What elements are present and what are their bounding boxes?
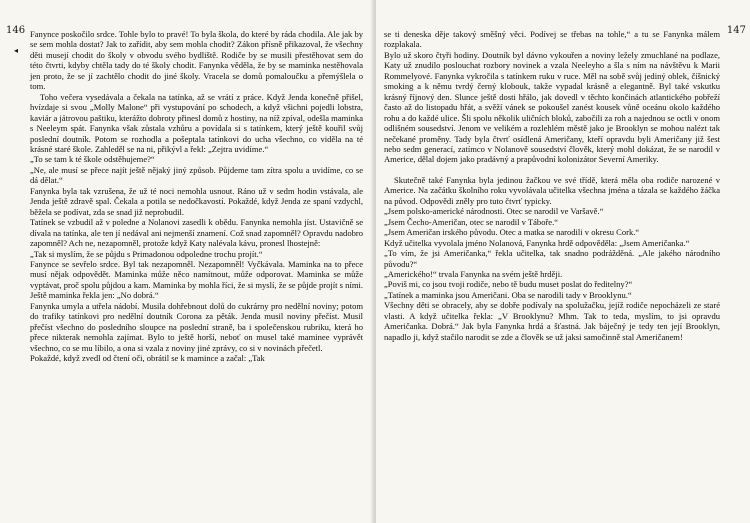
paragraph: Všechny děti se obracely, aby se dobře podívaly na spolužačku, jejíž rodiče nepocházeli ze staré vlasti. A když učitelka řekla: „V Brooklynu? Mhm. Tak to teda, myslím, to jsi opravdu Američanka. Dobrá.“ Jak byla Fanynka hrdá a šťastná. Jak báječný je tedy ten její Brooklyn, napadlo ji, když stačilo narodit se zde a člověk se už jaksi samočinně stal Američanem! (384, 300, 720, 342)
paragraph: „To vím, že jsi Američanka,“ řekla učitelka, tak snadno podrážděná. „Ale jakého národního původu?“ (384, 248, 720, 269)
paragraph: Když učitelka vyvolala jméno Nolanová, Fanynka hrdě odpověděla: „Jsem Američanka.“ (384, 237, 690, 248)
paragraph: „Jsem Čecho-Američan, otec se narodil v Táboře.“ (384, 216, 559, 227)
paragraph: „Tak si myslím, že se půjdu s Primadonou odpoledne trochu projít.“ (30, 248, 263, 259)
right-page-text (384, 29, 720, 342)
margin-arrow-icon: ◂ (14, 46, 19, 55)
section-gap (384, 165, 720, 175)
paragraph: Toho večera vysedávala a čekala na tatínka, až se vrátí z práce. Když Jenda konečně přišel, hvízdaje si svou „Molly Malone“ při vystupování po schodech, a když všichni pojedli lobstra, kaviár a játrovou paštiku, kterážto dobroty přinesl domů z hostiny, na níž zpíval, odešla maminka s Neeleym spát. Fanynka však zůstala vzhůru a povídala si s tatínkem, který ještě kouřil svůj poslední doutník. Potom se rozhodla a pošeptala tatínkovi do ucha všechno, co viděla na té krásné staré škole. Zahleděl se na ni, přikývl a řekl: „Zejtra uvidíme.“ (30, 91, 363, 154)
paragraph: „Jsem Američan irského původu. Otec a matka se narodili v okresu Cork.“ (384, 227, 640, 238)
paragraph: Fanynce se sevřelo srdce. Byl tak nezapomněl. Nezapomněl! Vyčkávala. Maminka na to přece musí nějak odpovědět. Maminka může něco namítnout, může odporovat. Maminka se může vyptávat, proč spolu půjdou a kam. Maminka by mohla říci, že si myslí, že se půjde projít s ními. Ještě maminka řekla jen: „No dobrá.“ (30, 258, 363, 301)
paragraph: Bylo už skoro čtyři hodiny. Doutník byl dávno vykouřen a noviny ležely zmuchlané na podlaze, Katy už znudilo poslouchat rozbory novinek a vzala Neeleyho a šla s ním na návštěvu k Marii Rommelyové. Fanynka vykročila s tatínkem ruku v ruce. Měl na sobě svůj jediný oblek, číšnický smoking a k němu tvrdý černý klobouk, takže vypadal krásně a elegantně. Byl také vskutku krásný říjnový den. Slunce ještě dosti hřálo, jak dovedl v těchto končinách atlantického pobřeží často až do listopadu hřát, a svěží vánek se pokoušel zanést kousek vůně oceánu okolo každého rohu a do každé ulice. Šli spolu několik uličních bloků, zabočili za roh a najednou se octli v onom odlišném sousedství. Jenom ve velikém a rozlehlém městě jako je Brooklyn se mohou nalézt tak nečekané proměny. Tady byla čtvrť osídlená Američany, kteří opravdu byli Američany již šest nebo sedm generací, zatímco v Nolanově sousedství člověk, který mohl dokázat, že se narodil v Americe, dělal dojem jako pradávný a prapůvodní kolonizátor Severní Ameriky. (384, 49, 720, 165)
paragraph: „To se tam k té škole odstěhujeme?“ (30, 154, 155, 165)
paragraph: se ti deneska děje takový směšný věci. Podívej se třebas na tohle,“ a tu se Fanynka málem rozplakala. (384, 29, 720, 50)
paragraph: „Amerického!“ trvala Fanynka na svém ještě hrději. (384, 268, 563, 279)
paragraph: Fanynka byla tak vzrušena, že už té noci nemohla usnout. Ráno už v sedm hodin vstávala, ale Jenda ještě zdravě spal. Čekala a potila se nedočkavostí. Pokaždé, když Jenda ze spaní vzdychl, běžela se podívat, zda se snad již neprobudil. (30, 185, 363, 217)
paragraph: Fanynce poskočilo srdce. Tohle bylo to pravé! To byla škola, do které by ráda chodila. Ale jak by se sem mohla dostat? Jak to zařídit, aby sem mohla chodit? Zákon přísně přikazoval, že všechny děti musejí chodit do školy v obvodu svého bydliště. Rodiče by se musili přestěhovat sem do této čtvrti, kdyby chtěla tady do té školy chodit. Fanynka věděla, že by se maminka nestěhovala jen proto, že se jí zachtělo chodit do jiné školy. Vracela se domů pomaloučku a přemýšlela o tom. (30, 29, 363, 92)
paragraph: „Poviš mi, co jsou tvoji rodiče, nebo tě budu muset poslat do ředitelny?“ (384, 279, 633, 290)
paragraph: „Tatínek a maminka jsou Američani. Oba se narodili tady v Brooklynu.“ (384, 289, 632, 300)
paragraph: Pokaždé, když zvedl od čtení oči, obrátil se k mamince a začal: „Tak (30, 353, 265, 364)
paragraph: Skutečně také Fanynka byla jedinou žačkou ve své třídě, která měla oba rodiče narozené v Americe. Na začátku školního roku vyvolávala učitelka všechna jména a tázala se každého žáčka na původ. Odpovědi zněly pro tuto čtvrť typicky. (384, 174, 720, 206)
page-number-left: 146 (6, 25, 26, 36)
right-page (376, 0, 750, 523)
paragraph: Fanynka umyla a utřela nádobí. Musila dohřebnout dolů do cukrárny pro nedělní noviny; potom do trafiky tatínkovi pro nedělní doutník Corona za pěták. Jenda musil noviny přečíst. Musil přečíst všechno do posledního sloupce na poslední straně, ba i společenskou rubriku, která ho přece nikterak nemohla zajímat. Bylo to ještě horší, neboť on musel také maminee vyprávět všechno, co se mu líbilo, a ona si vzala z noviny jiné zprávy, co si v novinách přečetl. (30, 300, 363, 353)
page-number-right: 147 (726, 25, 746, 36)
paragraph: „Ne, ale musí se přece najít ještě nějaký jiný způsob. Půjdeme tam zítra spolu a uvidíme, co se dá dělat.“ (30, 164, 363, 186)
paragraph: „Jsem polsko-americké národnosti. Otec se narodil ve Varšavě.“ (384, 206, 604, 217)
left-page (0, 0, 374, 523)
paragraph: Tatínek se vzbudil až v poledne a Nolanovi zasedli k obědu. Fanynka nemohla jíst. Ustavičně se dívala na tatínka, ale ten jí nedával ani nejmenší znamení. Což snad zapomněl? Opravdu nadobro zapomněl? Ach ne, nezapomněl, protože když Katy nalévala kávu, pronesl lhostejně: (30, 217, 363, 249)
left-page-text (30, 29, 363, 364)
